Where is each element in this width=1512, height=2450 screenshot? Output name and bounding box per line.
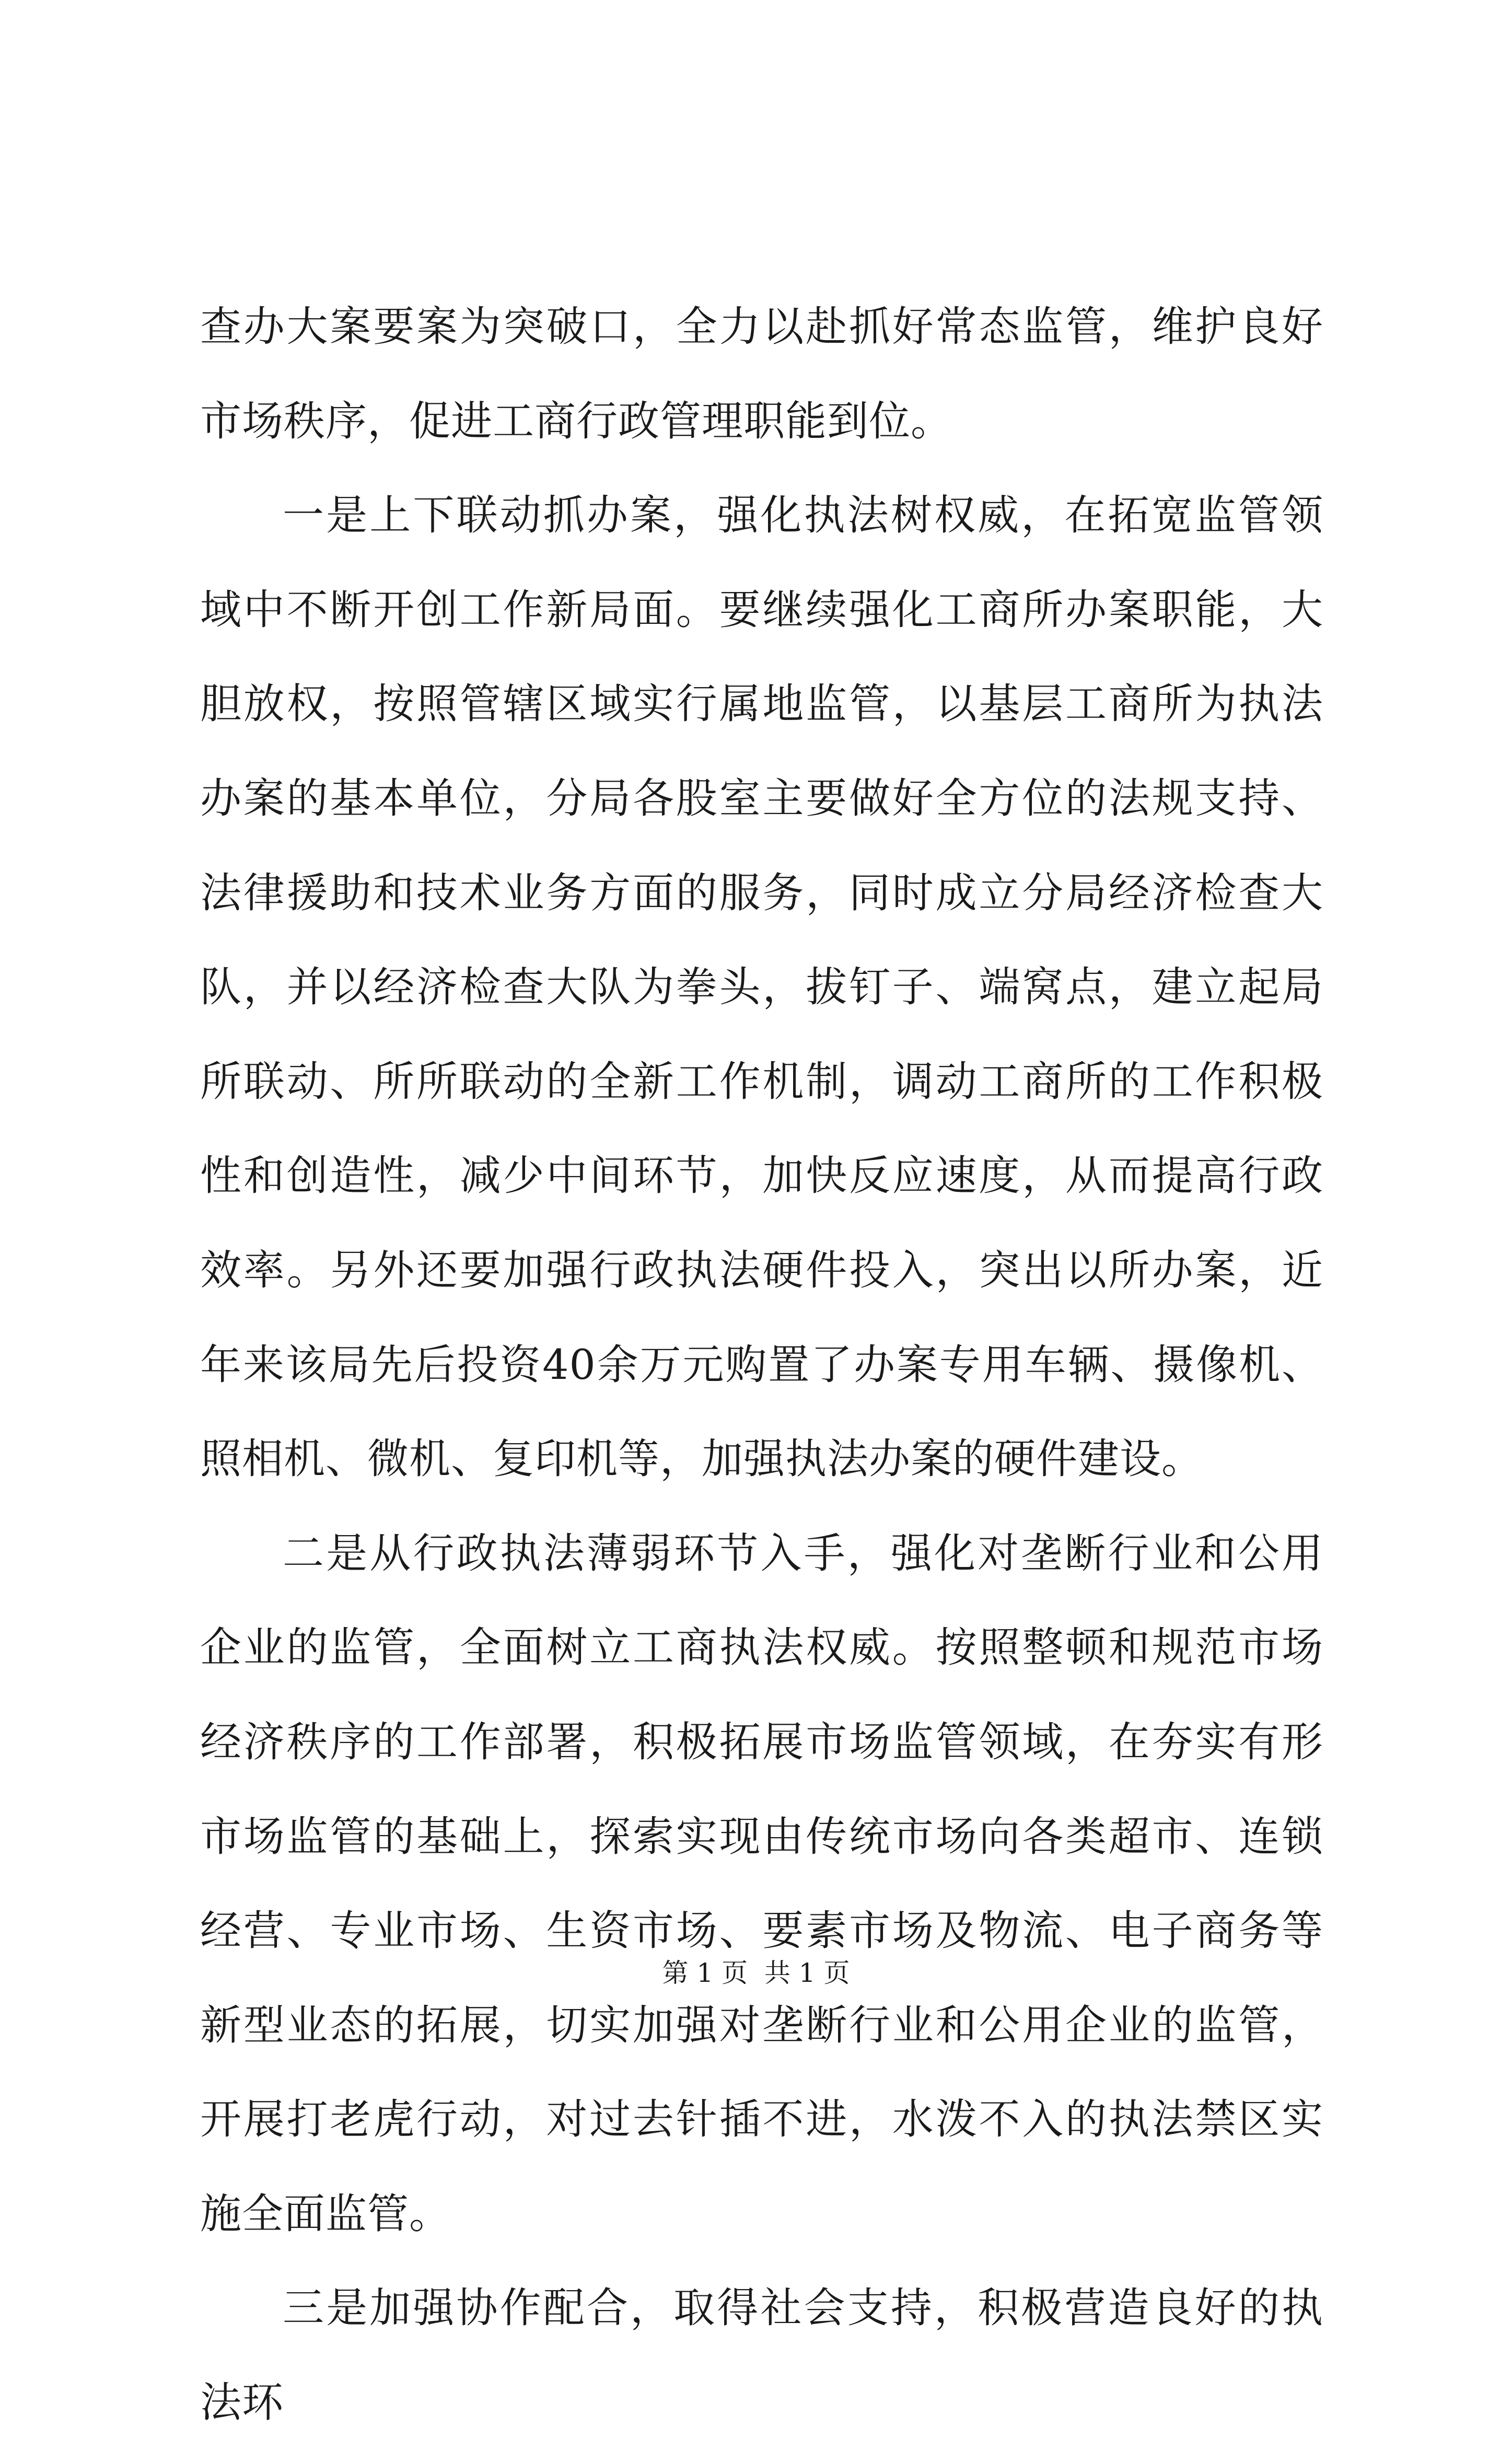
paragraph-continuation: 查办大案要案为突破口，全力以赴抓好常态监管，维护良好市场秩序，促进工商行政管理职能到位。 [200,303,1323,445]
paragraph-second-point: 二是从行政执法薄弱环节入手，强化对垄断行业和公用企业的监管，全面树立工商执法权威。按照整顿和规范市场经济秩序的工作部署，积极拓展市场监管领域，在夯实有形市场监管的基础上，探索实现由传统市场向各类超市、连锁经营、专业市场、生资市场、要素市场及物流、电子商务等新型业态的拓展，切实加强对垄断行业和公用企业的监管，开展打老虎行动，对过去针插不进，水泼不入的执法禁区实施全面监管。 [200,1529,1323,2238]
paragraph-first-point: 一是上下联动抓办案，强化执法树权威，在拓宽监管领域中不断开创工作新局面。要继续强化工商所办案职能，大胆放权，按照管辖区域实行属地监管，以基层工商所为执法办案的基本单位，分局各股室主要做好全方位的法规支持、法律援助和技术业务方面的服务，同时成立分局经济检查大队，并以经济检查大队为拳头，拔钉子、端窝点，建立起局所联动、所所联动的全新工作机制，调动工商所的工作积极性和创造性，减少中间环节，加快反应速度，从而提高行政效率。另外还要加强行政执法硬件投入，突出以所办案，近年来该局先后投资40余万元购置了办案专用车辆、摄像机、照相机、微机、复印机等，加强执法办案的硬件建设。 [200,491,1323,1483]
page-footer: 第 1 页 共 1 页 [662,1958,850,1988]
document-body [200,280,1323,2450]
paragraph-third-point: 三是加强协作配合，取得社会支持，积极营造良好的执法环 [200,2284,1323,2427]
